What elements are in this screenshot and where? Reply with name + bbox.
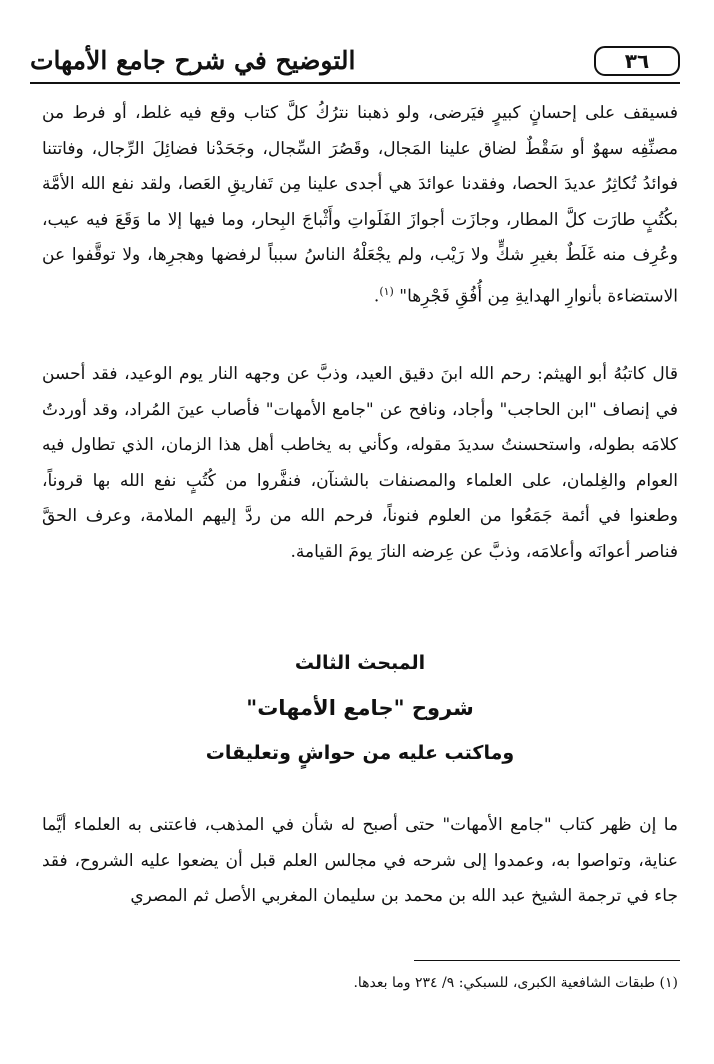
footnote-ref: (١): [379, 284, 394, 298]
page-number: ٣٦: [594, 46, 680, 76]
header-rule: [30, 82, 680, 84]
footnote: (١) طبقات الشافعية الكبرى، للسبكي: ٩/ ٢٣٤ وما بعدها.: [353, 975, 678, 991]
footnote-rule: [414, 960, 680, 961]
paragraph-1-text: فسيقف على إحسانٍ كبيرٍ فيَرضى، ولو ذهبنا نترُكُ كلَّ كتاب وقع فيه غلط، أو فرط من مصنِّفِه سهوٌ أو سَقْطٌ لضاق علينا المَجال، وقَصُرَ السِّجال، وجَحَدْنا فضائِلَ الرِّجال، وفاتتنا فوائدُ تُكاثِرُ عديدَ الحصا، وفقدنا عوائدَ هي أجدى علينا مِن تَفاريقِ العَصا، ولقد نفع الله الأمَّة بكُتُبٍ طارَت كلَّ المطار، وجازَت أجوازَ الفَلَواتِ وأَثْباجَ البِحار، وما فيها إلا ما وَقَعَ فيه عيب، وعُرِف منه غَلَطٌ بغيرِ شكٍّ ولا رَيْب، ولم يجْعَلْهُ الناسُ سبباً لرفضها وهجرِها، ولا توقَّفوا عن الاستضاءة بأنوارِ الهدايةِ مِن أُفُقِ فَجْرِها": [42, 103, 678, 307]
paragraph-1: فسيقف على إحسانٍ كبيرٍ فيَرضى، ولو ذهبنا نترُكُ كلَّ كتاب وقع فيه غلط، أو فرط من مصنِّفِه سهوٌ أو سَقْطٌ لضاق علينا المَجال، وقَصُرَ السِّجال، وجَحَدْنا فضائِلَ الرِّجال، وفاتتنا فوائدُ تُكاثِرُ عديدَ الحصا، وفقدنا عوائدَ هي أجدى علينا مِن تَفاريقِ العَصا، ولقد نفع الله الأمَّة بكُتُبٍ طارَت كلَّ المطار، وجازَت أجوازَ الفَلَواتِ وأَثْباجَ البِحار، وما فيها إلا ما وَقَعَ فيه عيب، وعُرِف منه غَلَطٌ بغيرِ شكٍّ ولا رَيْب، ولم يجْعَلْهُ الناسُ سبباً لرفضها وهجرِها، ولا توقَّفوا عن الاستضاءة بأنوارِ الهدايةِ مِن أُفُقِ فَجْرِها" $^{(١)}$.: [42, 103, 678, 307]
section-subtitle: وماكتب عليه من حواشٍ وتعليقات: [205, 742, 515, 764]
book-title: التوضيح في شرح جامع الأمهات: [30, 46, 356, 75]
paragraph-2: قال كاتبُهُ أبو الهيثم: رحم الله ابنَ دقيق العيد، وذبَّ عن وجهه النار يوم الوعيد، فقد أحسن في إنصاف "ابن الحاجب" وأجاد، ونافح عن "جامع الأمهات" فأصاب عينَ المُراد، وقد أوردتُ كلامَه بطوله، واستحسنتُ سديدَ مقوله، وكأني به يخاطب أهل هذا الزمان، الذي تطاول فيه العوام والغِلمان، على العلماء والمصنفات بالشنآن، فنفَّروا من كُتُبٍ نفع الله بها قروناً، وطعنوا في أئمة جَمَعُوا من العلوم فنوناً، فرحم الله من ردَّ إليهم الملامة، وعرف الحقَّ فناصر أعوانَه وأعلامَه، وذبَّ عن عِرضه النارَ يومَ القيامة.: [42, 364, 678, 562]
section-label: المبحث الثالث: [294, 652, 426, 674]
section-title: شروح "جامع الأمهات": [246, 696, 474, 720]
paragraph-3: ما إن ظهر كتاب "جامع الأمهات" حتى أصبح له شأن في المذهب، فاعتنى به العلماء أيَّما عناية، وتواصوا به، وعمدوا إلى شرحه في مجالس العلم قبل أن يضعوا عليه الشروح، فقد جاء في ترجمة الشيخ عبد الله بن محمد بن سليمان المغربي الأصل ثم المصري: [42, 815, 678, 906]
running-header: [30, 42, 680, 84]
